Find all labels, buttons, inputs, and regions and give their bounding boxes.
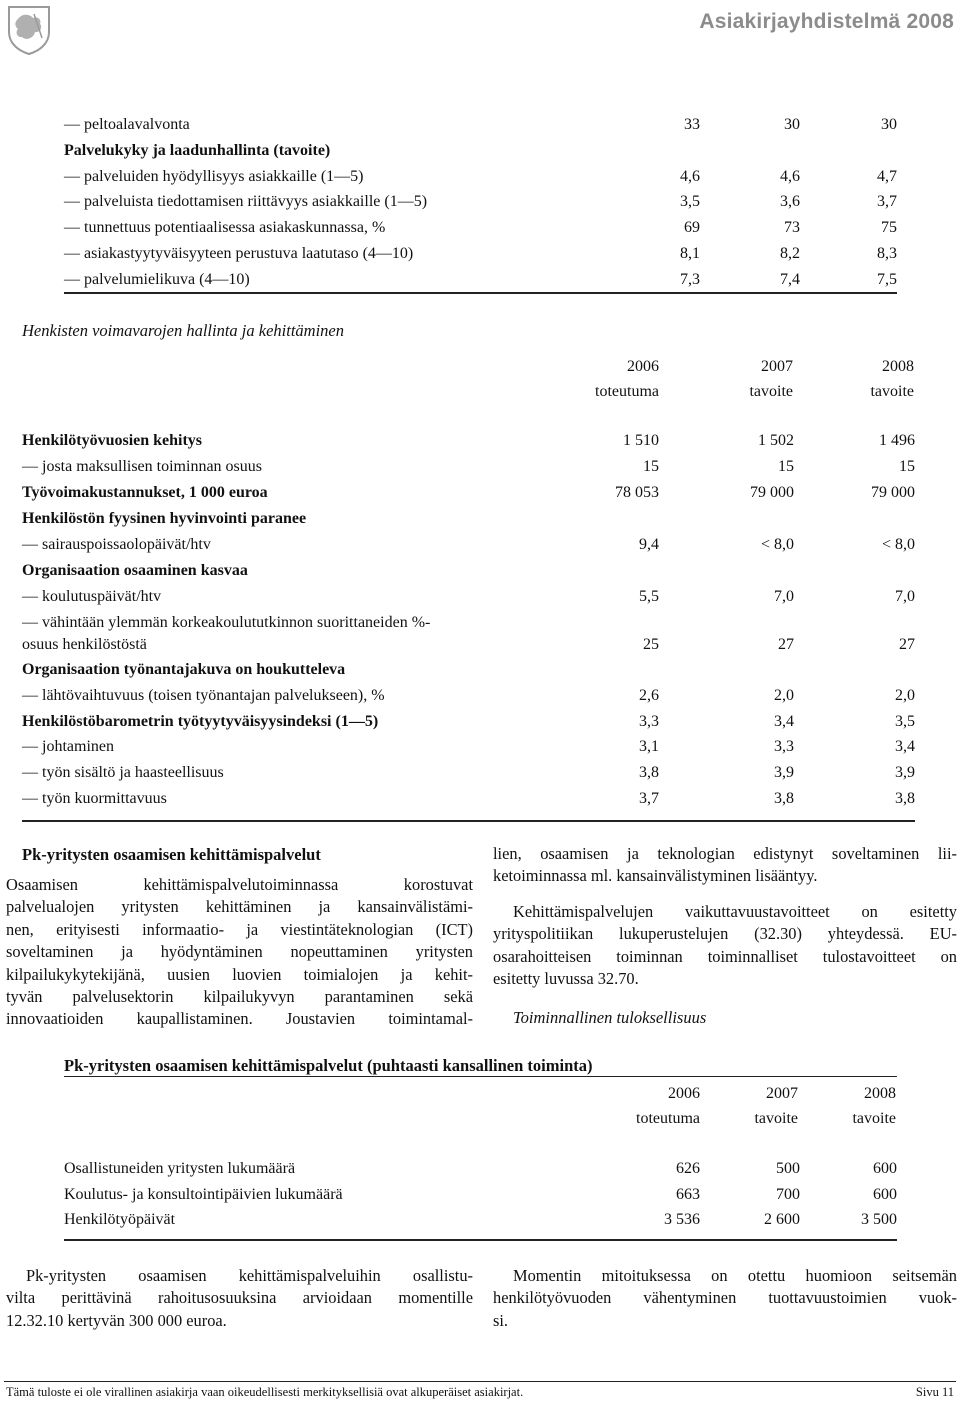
row-value-2007: < 8,0 <box>760 536 794 553</box>
left-paragraph <box>6 874 473 1031</box>
table-row <box>22 429 915 453</box>
row-label: Palvelukyky ja laadunhallinta (tavoite) <box>64 141 331 159</box>
row-value-2006: 9,4 <box>639 536 659 553</box>
table3-bottom-rule <box>64 1239 897 1241</box>
right-paragraph-2 <box>493 901 957 991</box>
row-value-2007: 3,6 <box>780 193 800 211</box>
row-label: Työvoimakustannukset, 1 000 euroa <box>22 484 268 501</box>
column-type-2008: tavoite <box>870 383 914 400</box>
table-row <box>22 684 915 708</box>
table-row <box>22 735 915 759</box>
row-value-2008: 8,3 <box>877 245 897 262</box>
paragraph-line: innovaatioiden kaupallistaminen. Joustavien toimintamal- <box>6 1009 473 1029</box>
paragraph-line: palvelualojen yritysten kehittäminen ja kansainvälistämi- <box>6 897 473 917</box>
row-value-2008: 79 000 <box>871 484 915 501</box>
row-value-2007: 500 <box>776 1160 800 1177</box>
column-year-2008: 2008 <box>882 358 914 375</box>
row-label: — työn kuormittavuus <box>22 790 167 807</box>
row-value-2008: 15 <box>899 458 915 475</box>
row-label: Organisaation työnantajakuva on houkutteleva <box>22 661 346 678</box>
row-value-2006: 2,6 <box>639 686 659 704</box>
row-value-2006: 663 <box>676 1185 700 1203</box>
paragraph-line: tyvän palvelusektorin kilpailukyvyn parantaminen sekä <box>6 987 473 1007</box>
row-value-2006: 4,6 <box>680 167 700 185</box>
row-value-2006: 25 <box>643 636 659 653</box>
table-row <box>64 139 897 163</box>
right-paragraph-1 <box>493 843 957 888</box>
table-row <box>22 761 915 785</box>
row-label: — johtaminen <box>22 738 114 756</box>
paragraph-line: si. <box>493 1310 509 1330</box>
row-value-2006: 3 536 <box>664 1211 700 1228</box>
row-label: — asiakastyytyväisyyteen perustuva laatutaso (4—10) <box>64 245 414 262</box>
row-value-2006: 3,1 <box>639 738 659 756</box>
column-type-2007: tavoite <box>749 383 793 400</box>
row-value-2008: 75 <box>881 219 897 237</box>
row-value-2008: 4,7 <box>877 167 897 185</box>
row-label: — palveluista tiedottamisen riittävyys asiakkaille (1—5) <box>64 193 428 211</box>
column-year-2008: 2008 <box>864 1085 896 1102</box>
row-value-2007: 8,2 <box>780 245 800 262</box>
column-year-2007: 2007 <box>766 1085 798 1102</box>
table3-title: Pk-yritysten osaamisen kehittämispalvelut (puhtaasti kansallinen toiminta) <box>64 1056 593 1075</box>
row-value-2008: 3 500 <box>861 1211 897 1228</box>
table-row <box>64 165 897 189</box>
row-value-2007: 4,6 <box>780 167 800 185</box>
row-label: — peltoalavalvonta <box>64 116 190 133</box>
table-bottom-rule <box>64 292 897 294</box>
row-value-2007: 15 <box>778 458 794 475</box>
document-title: Asiakirjayhdistelmä 2008 <box>699 10 954 33</box>
row-value-2007: 3,9 <box>774 764 794 782</box>
row-value-2006: 7,3 <box>680 270 700 288</box>
row-label-line1: — vähintään ylemmän korkeakoulututkinnon suorittaneiden %- <box>22 614 431 631</box>
column-type-2007: tavoite <box>754 1110 798 1127</box>
footer-rule <box>4 1381 956 1382</box>
row-value-2006: 69 <box>684 219 700 237</box>
row-value-2007: 7,4 <box>780 270 800 288</box>
paragraph-line: henkilötyövuoden vähentyminen tuottavuustoimien vuok- <box>493 1288 957 1308</box>
bottom-right-paragraph <box>493 1265 957 1332</box>
table-row <box>64 1208 897 1232</box>
column-type-2008: tavoite <box>852 1110 896 1127</box>
paragraph-line: Momentin mitoituksessa on otettu huomioon seitsemän <box>513 1266 957 1285</box>
column-year-2006: 2006 <box>627 358 659 375</box>
row-value-2007: 79 000 <box>750 484 794 501</box>
row-value-2008: 7,5 <box>877 270 897 288</box>
row-label: Osallistuneiden yritysten lukumäärä <box>64 1160 296 1177</box>
table-row <box>22 787 915 811</box>
row-value-2008: 600 <box>873 1160 897 1177</box>
row-value-2007: 700 <box>776 1185 800 1203</box>
table-row <box>64 242 897 266</box>
table-row <box>22 585 915 609</box>
table-row <box>64 216 897 240</box>
paragraph-line: ketoiminnassa ml. kansainvälistyminen lisääntyy. <box>493 866 818 886</box>
row-value-2006: 3,7 <box>639 790 659 807</box>
bottom-left-paragraph <box>6 1265 473 1332</box>
row-value-2008: 27 <box>899 636 915 653</box>
row-value-2007: 73 <box>784 219 800 237</box>
table-row <box>64 190 897 214</box>
table-row <box>22 481 915 505</box>
row-label: — sairauspoissaolopäivät/htv <box>22 536 211 553</box>
row-value-2006: 15 <box>643 458 659 475</box>
row-value-2007: 1 502 <box>758 432 794 449</box>
paragraph-line: vilta perittävinä rahoitusosuuksina arvioidaan momentille <box>6 1288 473 1308</box>
row-label: Koulutus- ja konsultointipäivien lukumäärä <box>64 1185 343 1203</box>
row-label: — josta maksullisen toiminnan osuus <box>22 458 262 475</box>
table-row-multiline <box>22 611 915 659</box>
row-value-2006: 78 053 <box>615 484 659 501</box>
row-value-2008: < 8,0 <box>881 536 915 553</box>
paragraph-line: kilpailukykytekijänä, uusien luovien toimialojen ja kehit- <box>6 964 473 984</box>
paragraph-line: osarahoitteisen toiminnan toiminnalliset tulostavoitteet on <box>493 946 957 966</box>
section-title-henkiset: Henkisten voimavarojen hallinta ja kehittäminen <box>22 321 344 340</box>
row-value-2008: 600 <box>873 1185 897 1203</box>
table-row <box>22 507 915 531</box>
row-value-2008: 7,0 <box>895 588 915 605</box>
footer-disclaimer: Tämä tuloste ei ole virallinen asiakirja vaan oikeudellisesti merkityksellisiä ovat alkuperäiset asiakirjat. <box>6 1385 524 1399</box>
row-value-2006: 3,8 <box>639 764 659 782</box>
row-label: — tunnettuus potentiaalisessa asiakaskunnassa, % <box>64 219 386 237</box>
row-value-2008: 30 <box>881 116 897 133</box>
row-label: — työn sisältö ja haasteellisuus <box>22 764 224 782</box>
paragraph-line: nen, erityisesti informaatio- ja viestintäteknologian (ICT) <box>6 919 473 939</box>
row-label: Henkilötyöpäivät <box>64 1211 176 1228</box>
row-value-2008: 3,9 <box>895 764 915 782</box>
paragraph-line: Kehittämispalvelujen vaikuttavuustavoitteet on esitetty <box>513 902 957 921</box>
row-value-2008: 3,8 <box>895 790 915 807</box>
paragraph-line: soveltaminen ja hyödyntäminen nopeuttaminen yritysten <box>6 942 473 962</box>
row-value-2006: 8,1 <box>680 245 700 262</box>
table-row <box>22 710 915 734</box>
row-value-2006: 33 <box>684 116 700 133</box>
heading-pk-yritysten: Pk-yritysten osaamisen kehittämispalvelut <box>22 845 321 864</box>
row-label: — koulutuspäivät/htv <box>22 588 162 605</box>
row-value-2007: 7,0 <box>774 588 794 605</box>
paragraph-line: Osaamisen kehittämispalvelutoiminnassa korostuvat <box>6 875 473 894</box>
column-type-2006: toteutuma <box>595 383 659 400</box>
table3-title-rule <box>64 1076 897 1077</box>
row-value-2006: 1 510 <box>623 432 659 449</box>
row-value-2008: 1 496 <box>879 432 915 449</box>
row-label: Henkilöstön fyysinen hyvinvointi paranee <box>22 510 307 527</box>
row-label: Henkilötyövuosien kehitys <box>22 432 203 449</box>
table-row <box>64 113 897 137</box>
row-value-2007: 3,3 <box>774 738 794 756</box>
row-label: — lähtövaihtuvuus (toisen työnantajan palvelukseen), % <box>22 686 385 704</box>
row-value-2007: 27 <box>778 636 794 653</box>
column-year-2007: 2007 <box>761 358 793 375</box>
row-label: Organisaation osaaminen kasvaa <box>22 562 248 579</box>
heading-toiminnallinen: Toiminnallinen tuloksellisuus <box>513 1008 707 1027</box>
table-row <box>22 455 915 479</box>
row-value-2007: 2 600 <box>764 1211 800 1228</box>
row-label-line2: osuus henkilöstöstä <box>22 636 147 653</box>
row-value-2008: 3,7 <box>877 193 897 211</box>
row-value-2007: 3,8 <box>774 790 794 807</box>
column-type-2006: toteutuma <box>636 1110 700 1127</box>
row-value-2006: 626 <box>676 1160 700 1177</box>
paragraph-line: Pk-yritysten osaamisen kehittämispalveluihin osallistu- <box>26 1266 473 1285</box>
coat-of-arms-icon <box>6 4 52 56</box>
table-row <box>64 1183 897 1207</box>
paragraph-line: lien, osaamisen ja teknologian edistynyt soveltaminen lii- <box>493 844 957 863</box>
paragraph-line: esitetty luvussa 32.70. <box>493 969 639 989</box>
table-row <box>22 559 915 583</box>
table-row <box>22 658 915 682</box>
footer-page-number: Sivu 11 <box>915 1385 954 1399</box>
paragraph-line: 12.32.10 kertyvän 300 000 euroa. <box>6 1310 227 1330</box>
table-row <box>64 268 897 292</box>
row-value-2006: 5,5 <box>639 588 659 605</box>
column-year-2006: 2006 <box>668 1085 700 1102</box>
row-value-2006: 3,3 <box>639 712 659 730</box>
row-value-2008: 3,4 <box>895 738 915 756</box>
paragraph-line: yrityspolitiikan lukuperustelujen (32.30) yhteydessä. EU- <box>493 924 957 944</box>
table-row <box>22 533 915 557</box>
row-label: — palvelumielikuva (4—10) <box>64 270 250 288</box>
row-value-2006: 3,5 <box>680 193 700 211</box>
row-label: — palveluiden hyödyllisyys asiakkaille (1—5) <box>64 167 364 185</box>
row-value-2007: 30 <box>784 116 800 133</box>
table-row <box>64 1157 897 1181</box>
row-value-2008: 3,5 <box>895 712 915 730</box>
table-bottom-rule <box>22 820 915 822</box>
row-value-2008: 2,0 <box>895 686 915 704</box>
row-value-2007: 2,0 <box>774 686 794 704</box>
row-value-2007: 3,4 <box>774 712 794 730</box>
row-label: Henkilöstöbarometrin työtyytyväisyysindeksi (1—5) <box>22 712 379 730</box>
